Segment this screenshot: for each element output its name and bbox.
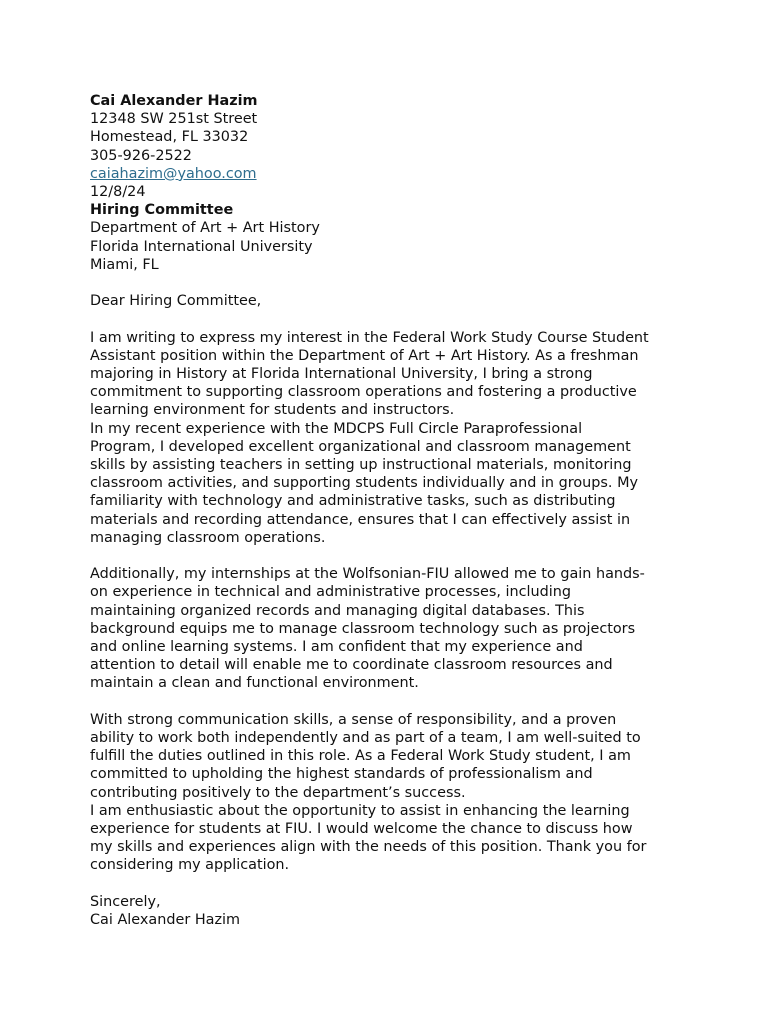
paragraph-line: ability to work both independently and as part of a team, I am well-suited to	[90, 730, 641, 747]
paragraph-line: Program, I developed excellent organizational and classroom management	[90, 438, 631, 455]
paragraph-line: commitment to supporting classroom operations and fostering a productive	[90, 384, 637, 401]
sender-address-line2: Homestead, FL 33032	[90, 129, 249, 146]
spacer	[90, 310, 690, 328]
paragraph-line: managing classroom operations.	[90, 529, 326, 546]
paragraph-line: fulfill the duties outlined in this role. As a Federal Work Study student, I am	[90, 748, 631, 765]
paragraph-line: contributing positively to the department’s success.	[90, 784, 466, 801]
paragraph-line: In my recent experience with the MDCPS Full Circle Paraprofessional	[90, 420, 583, 437]
paragraph-line: experience for students at FIU. I would welcome the chance to discuss how	[90, 821, 633, 838]
paragraph-1	[90, 329, 690, 420]
paragraph-3	[90, 565, 690, 692]
closing: Sincerely,	[90, 893, 161, 910]
paragraph-line: materials and recording attendance, ensures that I can effectively assist in	[90, 511, 631, 528]
paragraph-line: With strong communication skills, a sense of responsibility, and a proven	[90, 711, 617, 728]
paragraph-line: majoring in History at Florida International University, I bring a strong	[90, 366, 593, 383]
recipient-location: Miami, FL	[90, 256, 159, 273]
paragraph-line: classroom activities, and supporting students individually and in groups. My	[90, 475, 639, 492]
recipient-department: Department of Art + Art History	[90, 220, 320, 237]
paragraph-line: committed to upholding the highest standards of professionalism and	[90, 766, 593, 783]
spacer	[90, 274, 690, 292]
sender-name: Cai Alexander Hazim	[90, 93, 258, 109]
paragraph-line: background equips me to manage classroom technology such as projectors	[90, 620, 636, 637]
paragraph-line: considering my application.	[90, 857, 290, 874]
paragraph-4	[90, 711, 690, 802]
paragraph-line: skills by assisting teachers in setting up instructional materials, monitoring	[90, 457, 632, 474]
paragraph-line: I am writing to express my interest in the Federal Work Study Course Student	[90, 329, 649, 346]
sender-email-link[interactable]: caiahazim@yahoo.com	[90, 165, 257, 182]
spacer	[90, 693, 690, 711]
paragraph-line: and online learning systems. I am confident that my experience and	[90, 639, 583, 656]
spacer	[90, 875, 690, 893]
recipient-institution: Florida International University	[90, 238, 313, 255]
paragraph-line: learning environment for students and instructors.	[90, 402, 455, 419]
paragraph-line: Assistant position within the Department of Art + Art History. As a freshman	[90, 347, 639, 364]
paragraph-line: attention to detail will enable me to coordinate classroom resources and	[90, 657, 613, 674]
letter-date: 12/8/24	[90, 184, 146, 201]
signature: Cai Alexander Hazim	[90, 912, 241, 929]
spacer	[90, 547, 690, 565]
paragraph-line: maintain a clean and functional environment.	[90, 675, 419, 692]
sender-phone: 305-926-2522	[90, 147, 192, 164]
sender-address-line1: 12348 SW 251st Street	[90, 111, 258, 128]
paragraph-line: on experience in technical and administrative processes, including	[90, 584, 572, 601]
paragraph-line: Additionally, my internships at the Wolfsonian-FIU allowed me to gain hands-	[90, 566, 645, 583]
paragraph-5	[90, 802, 690, 875]
cover-letter	[90, 92, 690, 929]
paragraph-line: my skills and experiences align with the needs of this position. Thank you for	[90, 839, 647, 856]
paragraph-line: I am enthusiastic about the opportunity to assist in enhancing the learning	[90, 802, 630, 819]
paragraph-line: familiarity with technology and administrative tasks, such as distributing	[90, 493, 616, 510]
recipient-name: Hiring Committee	[90, 202, 234, 219]
paragraph-2	[90, 420, 690, 547]
salutation: Dear Hiring Committee,	[90, 293, 262, 310]
paragraph-line: maintaining organized records and managing digital databases. This	[90, 602, 585, 619]
